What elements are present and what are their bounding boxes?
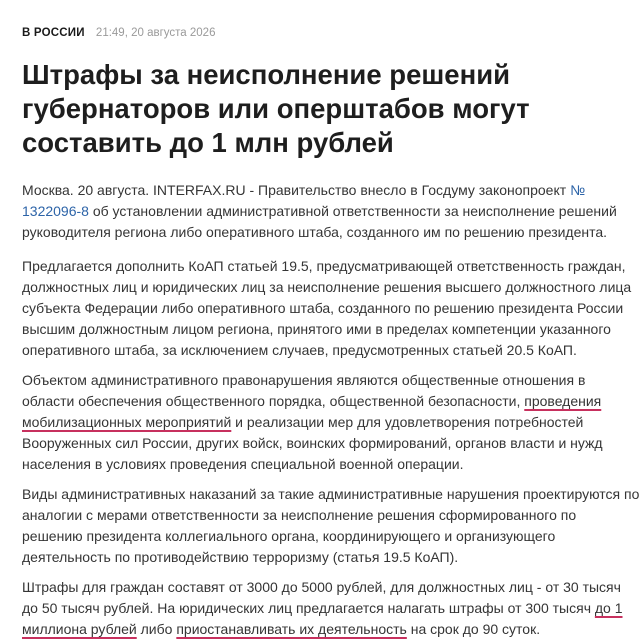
paragraph-line — [22, 412, 627, 433]
paragraph-line: деятельность по противодействию терроризму (статья 19.5 КоАП). — [22, 549, 459, 565]
article-paragraph-2 — [22, 256, 632, 361]
paragraph-line: должностных лиц и юридических лиц за неисполнение решения высшего должностного лица — [22, 279, 632, 295]
article-meta — [22, 27, 215, 39]
paragraph-line: Виды административных наказаний за такие административные нарушения проектируются по — [22, 486, 640, 502]
article-title: Штрафы за неисполнение решений губернаторов или оперштабов могут составить до 1 млн рублей — [22, 59, 530, 158]
paragraph-line: Предлагается дополнить КоАП статьей 19.5, предусматривающей ответственность граждан, — [22, 258, 626, 274]
article-paragraph-1 — [22, 180, 627, 243]
highlighted-phrase: мобилизационных мероприятий — [22, 414, 232, 430]
publish-datetime: 21:49, 20 августа 2026 — [95, 27, 216, 39]
category-label[interactable]: В РОССИИ — [22, 27, 85, 39]
line-text: об установлении административной ответственности за неисполнение решений — [88, 203, 617, 219]
article-paragraph-5 — [22, 577, 627, 640]
paragraph-line: Объектом административного правонарушения являются общественные отношения в — [22, 372, 586, 388]
line-text: на срок до 90 суток. — [406, 621, 541, 637]
paragraph-line: аналогии с мерами ответственности за неисполнение решения сформированного по — [22, 507, 577, 523]
line-text: до 50 тысяч рублей. На юридических лиц предлагается налагать штрафы от 300 тысяч — [22, 600, 595, 616]
paragraph-line: оперативного штаба, за исключением случаев, предусмотренных статьей 20.5 КоАП. — [22, 342, 577, 358]
highlighted-phrase: до 1 — [594, 600, 623, 616]
paragraph-line: решению президента коллегиального органа, координирующего и организующего — [22, 528, 556, 544]
line-text: либо — [136, 621, 177, 637]
paragraph-line: высшим должностным лицом региона, принятого ими в пределах компетенции указанного — [22, 321, 611, 337]
highlighted-phrase: проведения — [524, 393, 602, 409]
highlighted-phrase: миллиона рублей — [22, 621, 137, 637]
highlighted-phrase: приостанавливать их деятельность — [176, 621, 407, 637]
bill-number-link[interactable]: № — [570, 182, 586, 198]
paragraph-line: субъекта Федерации либо оперативного штаба, созданного по решению президента России — [22, 300, 624, 316]
paragraph-line: Штрафы для граждан составят от 3000 до 5000 рублей, для должностных лиц - от 30 тысяч — [22, 579, 621, 595]
line-text: руководителя региона либо оперативного штаба, созданного им по решению президента. — [22, 224, 608, 240]
bill-number-link-cont[interactable]: 1322096-8 — [22, 203, 89, 219]
article-paragraph-3 — [22, 370, 627, 475]
paragraph-line — [22, 222, 627, 243]
line-text: области обеспечения общественного порядка, общественной безопасности, — [22, 393, 525, 409]
paragraph-line — [22, 201, 627, 222]
line-text: Москва. 20 августа. INTERFAX.RU - Правительство внесло в Госдуму законопроект — [22, 182, 571, 198]
article-paragraph-4 — [22, 484, 640, 568]
paragraph-line: Вооруженных сил России, других войск, воинских формирований, органов власти и нужд — [22, 435, 603, 451]
paragraph-line — [22, 180, 627, 201]
paragraph-line: населения в условиях проведения специальной военной операции. — [22, 456, 464, 472]
line-text: и реализации мер для удовлетворения потребностей — [231, 414, 584, 430]
paragraph-line — [22, 619, 627, 640]
paragraph-line — [22, 598, 627, 619]
paragraph-line — [22, 391, 627, 412]
